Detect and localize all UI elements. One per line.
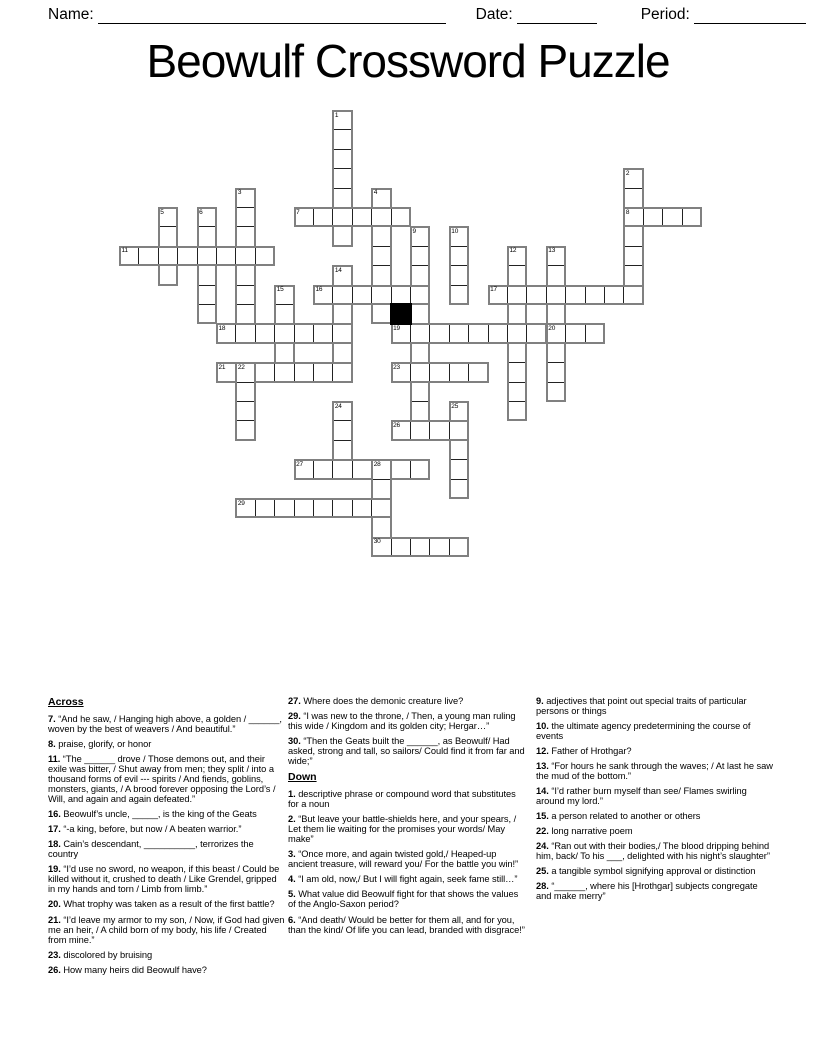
cell-number-11: 11 <box>121 247 128 255</box>
clue-number: 18. <box>48 839 61 850</box>
word-26-across <box>391 420 470 440</box>
clue-16: 16. Beowulf’s uncle, _____, is the king of the Geats <box>48 809 257 820</box>
clue-17: 17. “-a king, before, but now / A beaten warrior.” <box>48 824 242 835</box>
cell-number-16: 16 <box>315 286 323 294</box>
cell-divider <box>255 500 256 516</box>
clue-number: 2. <box>288 814 296 825</box>
clue-9: 9. adjectives that point out special traits of particular persons or things <box>536 696 747 717</box>
cell-divider <box>274 364 275 380</box>
cell-divider <box>625 246 641 247</box>
cell-divider <box>429 325 430 341</box>
clue-number: 4. <box>288 874 296 885</box>
cell-divider <box>235 325 236 341</box>
cell-divider <box>410 364 411 380</box>
cell-divider <box>509 265 525 266</box>
cell-divider <box>352 461 353 477</box>
cell-divider <box>352 209 353 225</box>
clue-30: 30. “Then the Geats built the ______, as Beowulf/ Had asked, strong and tall, so sailors/ Could find it from far and wide;” <box>288 736 525 767</box>
cell-divider <box>451 479 467 480</box>
clues-down-header: Down <box>288 771 317 784</box>
clue-21: 21. “I’d leave my armor to my son, / Now, if God had given me an heir, / A child born of my body, his life / Created from mine.” <box>48 914 285 945</box>
clue-number: 20. <box>48 899 61 910</box>
cell-divider <box>138 248 139 264</box>
cell-divider <box>412 401 428 402</box>
clue-23: 23. discolored by bruising <box>48 949 153 960</box>
period-blank-line <box>694 7 806 24</box>
clue-6: 6. “And death/ Would be better for them all, and for you, than the kind/ Of life you can lead, branded with disgrace!” <box>288 914 525 935</box>
cell-divider <box>294 325 295 341</box>
header-bar <box>48 6 806 24</box>
cell-divider <box>197 248 198 264</box>
cell-divider <box>449 325 450 341</box>
cell-divider <box>352 500 353 516</box>
cell-number-20: 20 <box>548 324 556 332</box>
cell-divider <box>313 325 314 341</box>
cell-divider <box>565 287 566 303</box>
cell-divider <box>177 248 178 264</box>
word-18-across <box>216 323 353 343</box>
cell-number-12: 12 <box>509 247 517 255</box>
cell-divider <box>334 188 350 189</box>
word-8-across <box>623 207 702 227</box>
word-7-across <box>294 207 411 227</box>
clue-2: 2. “But leave your battle-shields here, and your spears, / Let them lie waiting for the promises your words/ May make” <box>288 814 517 845</box>
cell-number-28: 28 <box>373 460 381 468</box>
cell-divider <box>332 287 333 303</box>
cell-number-29: 29 <box>237 499 245 507</box>
date-label: Date: <box>475 6 513 23</box>
cell-divider <box>373 265 389 266</box>
cell-divider <box>237 382 253 383</box>
clue-number: 26. <box>48 964 61 975</box>
cell-divider <box>509 401 525 402</box>
word-11-across <box>119 246 275 266</box>
cell-divider <box>429 422 430 438</box>
cell-divider <box>451 285 467 286</box>
cell-divider <box>412 265 428 266</box>
cell-divider <box>449 422 450 438</box>
cell-divider <box>237 207 253 208</box>
clue-number: 12. <box>536 746 549 757</box>
cell-divider <box>548 362 564 363</box>
cell-divider <box>429 364 430 380</box>
cell-divider <box>274 325 275 341</box>
cell-divider <box>313 364 314 380</box>
clue-29: 29. “I was new to the throne, / Then, a young man ruling this wide / Kingdom and its golden city; Hergar…” <box>288 711 516 732</box>
clue-11: 11. “The ______ drove / Those demons out, and their exile was bitter, / Shut away from men; they split / into a thousand forms of evil --- spirits / And fiends, goblins, monsters, giants, / A brood forever opposing the Lord’s / Will, and again and again defeated.” <box>48 754 276 805</box>
clue-4: 4. “I am old, now,/ But I will fight again, seek fame still…” <box>288 874 518 885</box>
clue-column-2 <box>288 696 525 940</box>
clue-column-3 <box>536 696 773 907</box>
cell-divider <box>334 149 350 150</box>
name-blank-line <box>98 7 446 24</box>
cell-number-5: 5 <box>160 208 164 216</box>
clue-20: 20. What trophy was taken as a result of the first battle? <box>48 899 275 910</box>
cell-divider <box>468 364 469 380</box>
cell-divider <box>371 209 372 225</box>
cell-divider <box>371 500 372 516</box>
cell-divider <box>682 209 683 225</box>
word-22-down <box>235 362 255 441</box>
clue-number: 1. <box>288 789 296 800</box>
clue-13: 13. “For hours he sank through the waves; / At last he saw the mud of the bottom.” <box>536 761 773 782</box>
cell-divider <box>332 209 333 225</box>
cell-divider <box>391 287 392 303</box>
cell-number-14: 14 <box>334 266 342 274</box>
cell-divider <box>237 304 253 305</box>
cell-divider <box>373 246 389 247</box>
clue-15: 15. a person related to another or others <box>536 811 701 822</box>
cell-divider <box>488 325 489 341</box>
cell-divider <box>391 209 392 225</box>
clue-number: 24. <box>536 841 549 852</box>
cell-divider <box>451 246 467 247</box>
cell-divider <box>313 209 314 225</box>
clue-number: 23. <box>48 949 61 960</box>
cell-divider <box>468 325 469 341</box>
cell-number-7: 7 <box>296 208 300 216</box>
cell-divider <box>410 539 411 555</box>
cell-divider <box>160 226 176 227</box>
clue-number: 30. <box>288 736 301 747</box>
cell-number-10: 10 <box>451 227 459 235</box>
cell-number-15: 15 <box>276 286 284 294</box>
clue-1: 1. descriptive phrase or compound word that substitutes for a noun <box>288 789 516 810</box>
cell-divider <box>373 479 389 480</box>
cell-divider <box>237 226 253 227</box>
clue-number: 9. <box>536 696 544 706</box>
cell-divider <box>451 265 467 266</box>
clue-number: 8. <box>48 739 56 750</box>
word-10-down <box>449 226 469 305</box>
clue-number: 13. <box>536 761 549 772</box>
cell-number-18: 18 <box>218 324 226 332</box>
clue-8: 8. praise, glorify, or honor <box>48 739 152 750</box>
cell-divider <box>625 188 641 189</box>
cell-divider <box>391 539 392 555</box>
cell-number-21: 21 <box>218 363 226 371</box>
clue-3: 3. “Once more, and again twisted gold,/ Heaped-up ancient treasure, will reward you/ For the battle you win!” <box>288 849 519 870</box>
cell-divider <box>216 248 217 264</box>
clue-number: 29. <box>288 711 301 722</box>
cell-divider <box>449 364 450 380</box>
cell-divider <box>546 287 547 303</box>
word-30-across <box>371 537 469 557</box>
cell-divider <box>199 226 215 227</box>
date-blank-line <box>517 7 597 24</box>
cell-divider <box>332 461 333 477</box>
cell-divider <box>585 287 586 303</box>
cell-divider <box>313 500 314 516</box>
clue-14: 14. “I’d rather burn myself than see/ Flames swirling around my lord.” <box>536 786 747 807</box>
clue-12: 12. Father of Hrothgar? <box>536 746 632 757</box>
cell-number-1: 1 <box>334 111 339 119</box>
cell-divider <box>410 422 411 438</box>
clue-number: 25. <box>536 866 549 877</box>
black-cell <box>390 303 412 325</box>
cell-divider <box>276 304 292 305</box>
cell-divider <box>410 325 411 341</box>
clue-26: 26. How many heirs did Beowulf have? <box>48 964 207 975</box>
cell-number-13: 13 <box>548 247 556 255</box>
cell-divider <box>412 246 428 247</box>
clue-number: 7. <box>48 714 56 724</box>
cell-number-3: 3 <box>237 189 242 197</box>
cell-divider <box>565 325 566 341</box>
clue-5: 5. What value did Beowulf fight for that shows the values of the Anglo-Saxon period? <box>288 889 519 910</box>
cell-number-22: 22 <box>237 363 245 371</box>
cell-divider <box>334 168 350 169</box>
word-29-across <box>235 498 391 518</box>
word-23-across <box>391 362 489 382</box>
period-label: Period: <box>640 6 690 23</box>
cell-divider <box>507 325 508 341</box>
cell-divider <box>332 364 333 380</box>
cell-divider <box>334 420 350 421</box>
cell-number-17: 17 <box>490 286 497 294</box>
clue-number: 15. <box>536 811 549 822</box>
cell-number-8: 8 <box>625 208 630 216</box>
word-16-across <box>313 285 430 305</box>
word-19-across <box>391 323 547 343</box>
word-25-down <box>449 401 469 499</box>
clue-number: 6. <box>288 914 296 925</box>
clue-number: 10. <box>536 721 549 732</box>
cell-divider <box>526 287 527 303</box>
clue-7: 7. “And he saw, / Hanging high above, a golden / ______, woven by the best of weavers / And beautiful.” <box>48 714 282 735</box>
clue-number: 22. <box>536 826 549 837</box>
clue-number: 5. <box>288 889 296 900</box>
cell-divider <box>199 285 215 286</box>
cell-divider <box>449 539 450 555</box>
cell-divider <box>526 325 527 341</box>
cell-number-25: 25 <box>451 402 459 410</box>
clue-number: 3. <box>288 849 296 860</box>
clue-number: 19. <box>48 864 61 875</box>
cell-divider <box>509 362 525 363</box>
cell-number-2: 2 <box>625 169 630 177</box>
cell-divider <box>548 265 564 266</box>
clue-number: 16. <box>48 809 61 820</box>
cell-divider <box>625 265 641 266</box>
cell-number-9: 9 <box>412 227 416 235</box>
clue-number: 21. <box>48 914 61 925</box>
cell-divider <box>371 287 372 303</box>
cell-divider <box>294 364 295 380</box>
cell-divider <box>623 287 624 303</box>
clue-24: 24. “Ran out with their bodies,/ The blood dripping behind him, back/ To his ___, delighted with his night’s slaughter” <box>536 841 770 862</box>
cell-number-6: 6 <box>199 208 203 216</box>
cell-number-27: 27 <box>296 460 303 468</box>
clue-column-1 <box>48 696 285 980</box>
clue-27: 27. Where does the demonic creature live? <box>288 696 464 706</box>
clues-across-header: Across <box>48 696 84 708</box>
cell-divider <box>410 287 411 303</box>
name-label: Name: <box>48 6 94 23</box>
clue-number: 11. <box>48 754 61 765</box>
cell-number-19: 19 <box>393 324 400 332</box>
cell-divider <box>429 539 430 555</box>
clue-number: 17. <box>48 824 61 835</box>
cell-number-24: 24 <box>334 402 342 410</box>
clue-10: 10. the ultimate agency predetermining the course of events <box>536 721 751 742</box>
cell-divider <box>643 209 644 225</box>
cell-divider <box>199 304 215 305</box>
cell-divider <box>334 440 350 441</box>
clue-28: 28. “______, where his [Hrothgar] subjects congregate and make merry” <box>536 881 758 902</box>
cell-number-4: 4 <box>373 189 378 197</box>
cell-divider <box>237 420 253 421</box>
cell-divider <box>604 287 605 303</box>
clue-number: 28. <box>536 881 549 892</box>
cell-divider <box>255 325 256 341</box>
cell-number-23: 23 <box>393 363 400 371</box>
page-title: Beowulf Crossword Puzzle <box>146 35 670 87</box>
cell-divider <box>410 461 411 477</box>
cell-divider <box>451 459 467 460</box>
cell-divider <box>294 500 295 516</box>
crossword-grid <box>119 110 703 558</box>
cell-number-30: 30 <box>373 538 381 546</box>
cell-divider <box>158 248 159 264</box>
cell-divider <box>313 461 314 477</box>
cell-divider <box>237 401 253 402</box>
clue-18: 18. Cain’s descendant, __________, terrorizes the country <box>48 839 254 860</box>
cell-divider <box>352 287 353 303</box>
cell-divider <box>332 500 333 516</box>
cell-divider <box>585 325 586 341</box>
clue-25: 25. a tangible symbol signifying approval or distinction <box>536 866 756 877</box>
clue-number: 14. <box>536 786 549 797</box>
word-17-across <box>488 285 644 305</box>
clue-22: 22. long narrative poem <box>536 826 633 837</box>
cell-divider <box>509 382 525 383</box>
clue-number: 27. <box>288 696 301 706</box>
cell-divider <box>334 129 350 130</box>
cell-divider <box>332 325 333 341</box>
cell-divider <box>255 248 256 264</box>
cell-number-26: 26 <box>393 421 400 429</box>
cell-divider <box>274 500 275 516</box>
word-27-across <box>294 459 431 479</box>
cell-divider <box>548 382 564 383</box>
cell-divider <box>507 287 508 303</box>
cell-divider <box>662 209 663 225</box>
cell-divider <box>237 285 253 286</box>
cell-divider <box>235 248 236 264</box>
clue-19: 19. “I’d use no sword, no weapon, if this beast / Could be killed without it, crushed to death / Like Grendel, gripped in my hands and torn / Limb from limb.” <box>48 864 280 895</box>
